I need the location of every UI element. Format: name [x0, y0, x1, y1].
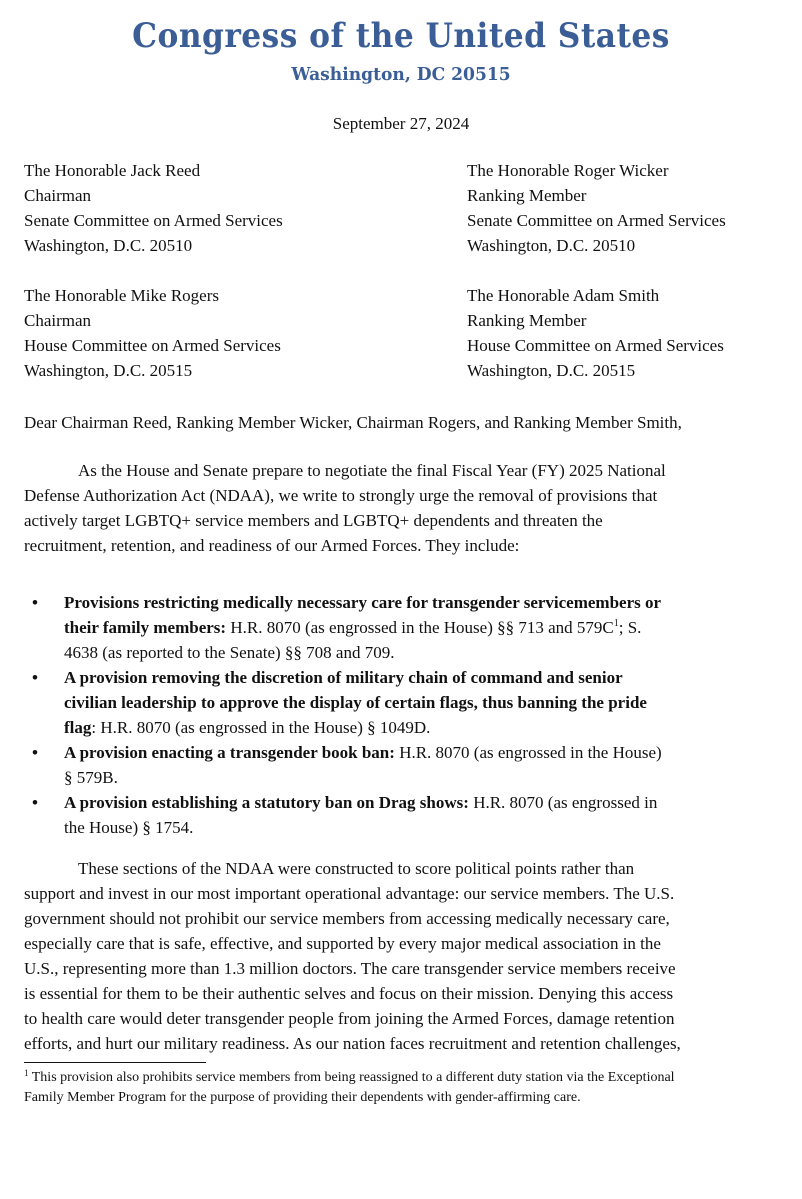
- addressee-address: Washington, D.C. 20510: [467, 236, 636, 255]
- paragraph-line: U.S., representing more than 1.3 million doctors. The care transgender service members receive: [24, 959, 676, 978]
- provision-heading: flag: [64, 718, 92, 737]
- provision-item: [24, 665, 784, 740]
- provision-heading: A provision establishing a statutory ban on Drag shows:: [64, 793, 469, 812]
- addressee-committee: Senate Committee on Armed Services: [24, 211, 283, 230]
- bullet-icon: •: [32, 793, 38, 812]
- addressee-block: [467, 283, 724, 383]
- provision-heading: civilian leadership to approve the display of certain flags, thus banning the pride: [64, 693, 647, 712]
- addressee-title: Chairman: [24, 186, 92, 205]
- paragraph-line: support and invest in our most important operational advantage: our service members. The U.S.: [24, 884, 675, 903]
- footnote-divider: [24, 1062, 206, 1063]
- footnote-text: Family Member Program for the purpose of providing their dependents with gender-affirming care.: [24, 1090, 581, 1105]
- addressee-block: [467, 158, 726, 258]
- provision-item: [24, 740, 784, 790]
- provision-citation: : H.R. 8070 (as engrossed in the House) § 1049D.: [91, 718, 431, 737]
- paragraph-line: government should not prohibit our service members from accessing medically necessary care,: [24, 909, 670, 928]
- intro-paragraph: [24, 458, 764, 558]
- bullet-icon: •: [32, 668, 38, 687]
- provision-citation: H.R. 8070 (as engrossed in the House) §§ 713 and 579C: [226, 618, 614, 637]
- provision-citation: § 579B.: [64, 768, 118, 787]
- paragraph-line: recruitment, retention, and readiness of our Armed Forces. They include:: [24, 536, 520, 555]
- addressee-title: Ranking Member: [467, 186, 587, 205]
- body-paragraph: [24, 856, 764, 1056]
- footnote: [24, 1068, 794, 1108]
- bullet-icon: •: [32, 743, 38, 762]
- provisions-list: [24, 590, 784, 840]
- provision-heading: Provisions restricting medically necessary care for transgender servicemembers or: [64, 593, 662, 612]
- addressee-name: The Honorable Roger Wicker: [467, 161, 669, 180]
- letterhead-subtitle: Washington, DC 20515: [291, 64, 511, 85]
- paragraph-line: is essential for them to be their authentic selves and focus on their mission. Denying this access: [24, 984, 674, 1003]
- provision-heading: A provision removing the discretion of military chain of command and senior: [64, 668, 623, 687]
- salutation: Dear Chairman Reed, Ranking Member Wicker, Chairman Rogers, and Ranking Member Smith,: [24, 413, 682, 432]
- addressee-block: [24, 283, 281, 383]
- provision-heading: their family members:: [64, 618, 227, 637]
- paragraph-line: efforts, and hurt our military readiness. As our nation faces recruitment and retention challenges,: [24, 1034, 681, 1053]
- addressee-address: Washington, D.C. 20515: [467, 361, 636, 380]
- provision-citation: the House) § 1754.: [64, 818, 194, 837]
- paragraph-line: actively target LGBTQ+ service members and LGBTQ+ dependents and threaten the: [24, 511, 603, 530]
- provision-citation: ; S.: [618, 618, 642, 637]
- provision-heading: A provision enacting a transgender book ban:: [64, 743, 395, 762]
- footnote-text: This provision also prohibits service members from being reassigned to a different duty station via the Exceptional: [28, 1070, 675, 1085]
- addressee-title: Ranking Member: [467, 311, 587, 330]
- addressee-committee: House Committee on Armed Services: [24, 336, 281, 355]
- paragraph-line: Defense Authorization Act (NDAA), we write to strongly urge the removal of provisions that: [24, 486, 658, 505]
- paragraph-line: to health care would deter transgender people from joining the Armed Forces, damage retention: [24, 1009, 675, 1028]
- provision-citation: H.R. 8070 (as engrossed in the House): [394, 743, 662, 762]
- provision-citation: H.R. 8070 (as engrossed in: [468, 793, 658, 812]
- provision-item: [24, 590, 784, 665]
- addressee-address: Washington, D.C. 20510: [24, 236, 193, 255]
- addressee-name: The Honorable Adam Smith: [467, 286, 660, 305]
- paragraph-line: These sections of the NDAA were constructed to score political points rather than: [78, 859, 635, 878]
- paragraph-line: especially care that is safe, effective, and supported by every major medical association in the: [24, 934, 661, 953]
- letterhead: [0, 16, 802, 88]
- provision-item: [24, 790, 784, 840]
- provision-citation: 4638 (as reported to the Senate) §§ 708 and 709.: [64, 643, 395, 662]
- paragraph-line: As the House and Senate prepare to negotiate the final Fiscal Year (FY) 2025 National: [78, 461, 666, 480]
- footnote-ref[interactable]: 1: [613, 618, 619, 629]
- addressee-block: [24, 158, 283, 258]
- addressee-address: Washington, D.C. 20515: [24, 361, 193, 380]
- addressee-committee: House Committee on Armed Services: [467, 336, 724, 355]
- addressee-title: Chairman: [24, 311, 92, 330]
- letterhead-title: Congress of the United States: [132, 16, 670, 56]
- footnote-marker: 1: [24, 1068, 29, 1078]
- addressee-name: The Honorable Mike Rogers: [24, 286, 219, 305]
- letter-date: September 27, 2024: [332, 114, 470, 133]
- bullet-icon: •: [32, 593, 38, 612]
- addressee-committee: Senate Committee on Armed Services: [467, 211, 726, 230]
- addressee-name: The Honorable Jack Reed: [24, 161, 201, 180]
